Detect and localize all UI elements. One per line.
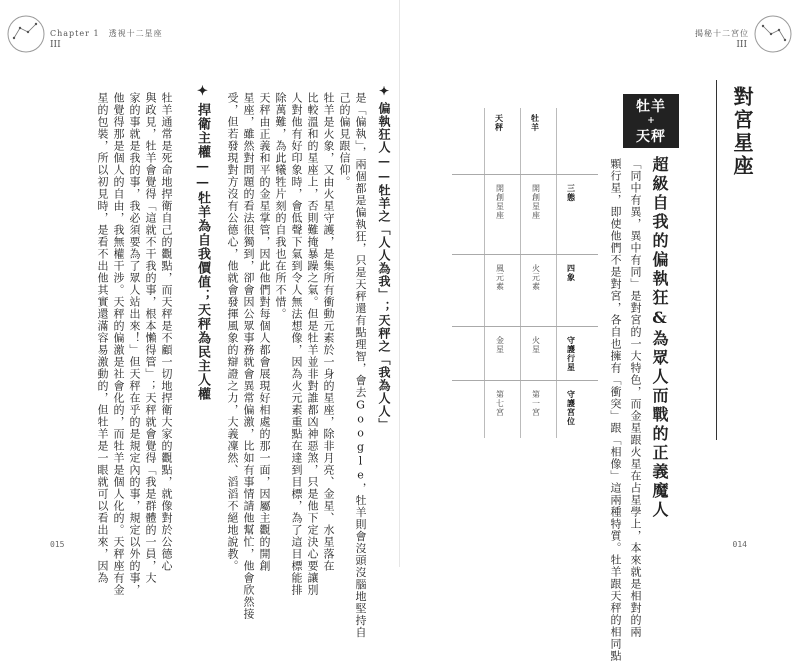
paragraph-line: 除萬難，為此犧牲片刻的自我也在所不惜。 (274, 92, 287, 320)
table-header-cell: 守護行星 (566, 336, 577, 372)
running-head-left: Chapter 1 透視十二星座 (50, 29, 163, 38)
table-header-cell: 四象 (566, 264, 577, 282)
paragraph-line: 與政見，牡羊會覺得「這就不干我的事，根本懶得管」；天秤就會覺得「我是群體的一員，大 (144, 92, 157, 584)
paragraph-line: 牡羊是火象，又由火星守護，是集所有衝動元素於一身的星座，除非月亮、金星、水星落在 (322, 92, 335, 572)
page-subtitle: 超級自我的偏執狂&為眾人而戰的正義魔人 (650, 156, 669, 520)
constellation-icon-left (6, 14, 46, 54)
intro-line: 「同中有異，異中有同」是對宮的一大特色，而金星跟火星在占星學上，本來就是相對的兩 (629, 158, 642, 638)
table-divider (452, 326, 598, 327)
section-heading-2 (194, 84, 210, 401)
badge-plus: + (647, 116, 655, 126)
paragraph-line: 是「偏執」，兩個都是偏執狂，只是天秤還有點理智，會去Google，牡羊則會沒頭沒腦地堅持自 (354, 92, 367, 639)
table-row (484, 108, 515, 438)
star-bullet-icon: ✦ (377, 84, 391, 99)
constellation-icon-right (753, 14, 793, 54)
comparison-table (452, 108, 598, 438)
paragraph-line: 己的偏見跟信仰。 (338, 92, 351, 188)
star-bullet-icon: ✦ (195, 84, 210, 100)
table-header-column (556, 108, 587, 438)
title-divider (716, 80, 717, 440)
table-header-cell: 三態 (566, 184, 577, 202)
table-row (520, 108, 551, 438)
table-cell: 開創星座 (495, 184, 505, 220)
paragraph-line: 星座，雖然對問題的看法很獨到，卻會因公眾事務就會異常偏激，比如有事情請他幫忙，他會欣然接 (242, 92, 255, 620)
paragraph-line: 受，但若發現對方沒有公德心，他就會發揮風象的辯證之力，大義凜然、滔滔不絕地說教。 (226, 92, 239, 572)
table-cell: 第七宮 (495, 390, 505, 417)
table-divider (452, 174, 598, 175)
table-divider (452, 254, 598, 255)
table-cell: 風元素 (495, 264, 505, 291)
table-cell: 天秤 (494, 114, 505, 132)
section-heading-1-text: 偏執狂人——牡羊之「人人為我」；天秤之「我為人人」 (377, 102, 391, 431)
table-cell: 金星 (495, 336, 505, 354)
sign-pair-badge (623, 94, 679, 148)
table-divider (452, 380, 598, 381)
paragraph-line: 比較溫和的星座上，否則難掩暴躁之氣。但是牡羊並非對誰都凶神惡煞，只是他下定決心要讓別 (306, 92, 319, 596)
running-head-right: 揭秘十二宮位 (695, 29, 749, 38)
paragraph-line: 家的事就是我的事，我必須要為了眾人站出來！」但天秤在乎的是規定內的事，規定以外的事， (128, 92, 141, 596)
page-gutter (399, 0, 400, 567)
table-cell: 牡羊 (530, 114, 541, 132)
table-header-cell: 守護宮位 (566, 390, 577, 426)
badge-sign-libra: 天秤 (636, 129, 666, 145)
table-cell: 火元素 (531, 264, 541, 291)
table-cell: 第一宮 (531, 390, 541, 417)
marker-left: III (50, 40, 61, 50)
page-title: 對宮星座 (730, 86, 754, 178)
page-number-right: 014 (732, 540, 747, 549)
paragraph-line: 他覺得那是個人的自由，我無權干涉。天秤的偏激是社會化的，而牡羊是個人化的。天秤座有金 (112, 92, 125, 596)
paragraph-line: 天秤由正義和平的金星掌管，因此他們對每個人都會展現好相處的那一面，因屬主觀的開創 (258, 92, 271, 572)
paragraph-line: 牡羊通常是死命地捍衛自己的觀點，而天秤是不顧一切地捍衛大家的觀點，就像對於公德心 (160, 92, 173, 572)
intro-line: 顆行星，即使他們不是對宮，各自也擁有「衝突」跟「相像」這兩種特質。牡羊跟天秤的相同點 (609, 158, 622, 662)
paragraph-line: 人對他有好印象時，會低聲下氣到令人無法想像，因為火元素重點在達到目標，為了這目標能排 (290, 92, 303, 596)
badge-sign-aries: 牡羊 (636, 99, 666, 115)
section-heading-1 (376, 84, 392, 431)
table-cell: 開創星座 (531, 184, 541, 220)
marker-right: III (736, 40, 747, 50)
page-number-left: 015 (50, 540, 65, 549)
table-cell: 火星 (531, 336, 541, 354)
section-heading-2-text: 捍衛主權——牡羊為自我價值；天秤為民主人權 (195, 103, 210, 401)
paragraph-line: 星的包裝，所以初見時，是看不出他其實還滿容易激動的，但牡羊是一眼就可以看出來，因為 (96, 92, 109, 584)
